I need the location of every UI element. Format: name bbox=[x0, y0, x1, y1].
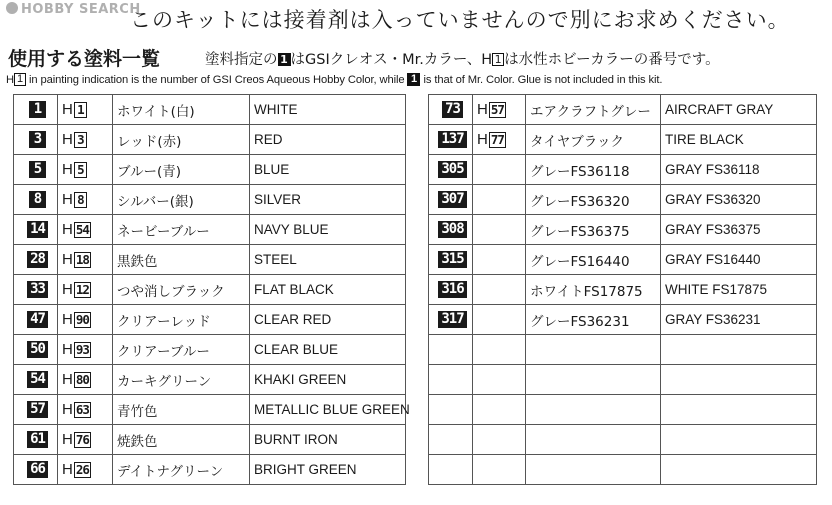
paint-row bbox=[429, 455, 817, 485]
paint-row bbox=[14, 365, 406, 395]
aqueous-prefix: H bbox=[62, 221, 73, 238]
mr-color-number: 1 bbox=[29, 101, 46, 118]
aqueous-color-number: 12 bbox=[75, 282, 89, 297]
color-name-en bbox=[661, 215, 817, 245]
color-name-en bbox=[250, 365, 406, 395]
color-name-en bbox=[661, 95, 817, 125]
aqueous-sample-badge-en: 1 bbox=[14, 73, 26, 86]
mr-color-number: 5 bbox=[29, 161, 46, 178]
legend-suffix: は水性ホビーカラーの番号です。 bbox=[504, 52, 720, 68]
color-name-jp: カーキグリーン bbox=[113, 365, 250, 395]
mr-color-cell bbox=[429, 245, 473, 275]
color-name-jp bbox=[526, 365, 661, 395]
color-name-en-text: BURNT IRON bbox=[254, 432, 338, 447]
hobby-search-logo-icon bbox=[6, 2, 18, 14]
color-name-jp bbox=[526, 335, 661, 365]
legend-en-part2: is that of Mr. Color. Glue is not included in this kit. bbox=[420, 74, 663, 86]
mr-color-number: 66 bbox=[27, 461, 48, 478]
aqueous-color-cell bbox=[58, 125, 113, 155]
paint-table-left bbox=[13, 94, 410, 485]
color-name-en-text: GRAY FS36118 bbox=[665, 162, 760, 177]
color-name-jp: ホワイトFS17875 bbox=[526, 275, 661, 305]
color-name-jp: グレーFS36375 bbox=[526, 215, 661, 245]
paint-row bbox=[14, 305, 406, 335]
aqueous-prefix: H bbox=[62, 131, 73, 148]
color-name-en-text: NAVY BLUE bbox=[254, 222, 329, 237]
paint-row bbox=[14, 185, 406, 215]
aqueous-color-number: 5 bbox=[74, 162, 87, 178]
aqueous-color-number: 76 bbox=[75, 432, 89, 447]
paint-row bbox=[429, 215, 817, 245]
mr-color-number: 14 bbox=[27, 221, 48, 238]
aqueous-prefix: H bbox=[62, 101, 73, 118]
paint-row bbox=[14, 425, 406, 455]
color-name-jp: エアクラフトグレー bbox=[526, 95, 661, 125]
aqueous-prefix: H bbox=[62, 371, 73, 388]
paint-row bbox=[429, 155, 817, 185]
aqueous-prefix: H bbox=[62, 431, 73, 448]
aqueous-color-cell bbox=[473, 185, 526, 215]
mr-color-cell bbox=[14, 185, 58, 215]
aqueous-sample-badge: 1 bbox=[492, 53, 504, 66]
aqueous-prefix: H bbox=[62, 341, 73, 358]
color-name-en bbox=[250, 155, 406, 185]
color-name-jp: グレーFS36118 bbox=[526, 155, 661, 185]
aqueous-prefix: H bbox=[62, 311, 73, 328]
color-name-en bbox=[250, 425, 406, 455]
paint-row bbox=[14, 395, 406, 425]
aqueous-prefix: H bbox=[62, 251, 73, 268]
color-name-en-text: RED bbox=[254, 132, 283, 147]
mr-color-cell bbox=[14, 95, 58, 125]
color-name-en bbox=[661, 275, 817, 305]
aqueous-color-cell bbox=[58, 245, 113, 275]
aqueous-color-cell bbox=[473, 335, 526, 365]
color-name-jp bbox=[526, 395, 661, 425]
aqueous-color-cell bbox=[58, 305, 113, 335]
mr-color-cell bbox=[14, 305, 58, 335]
color-name-jp: タイヤブラック bbox=[526, 125, 661, 155]
mr-color-number: 137 bbox=[438, 131, 466, 148]
paint-row bbox=[14, 275, 406, 305]
color-name-jp: シルバー(銀) bbox=[113, 185, 250, 215]
paint-row bbox=[14, 155, 406, 185]
mr-color-cell bbox=[14, 245, 58, 275]
color-name-en bbox=[250, 335, 406, 365]
color-name-en bbox=[661, 245, 817, 275]
mr-color-cell bbox=[14, 365, 58, 395]
aqueous-color-number: 63 bbox=[75, 402, 89, 417]
color-name-jp: クリアーブルー bbox=[113, 335, 250, 365]
legend-prefix: 塗料指定の bbox=[205, 52, 278, 68]
color-name-en-text: TIRE BLACK bbox=[665, 132, 744, 147]
paint-row bbox=[14, 245, 406, 275]
color-name-jp: レッド(赤) bbox=[113, 125, 250, 155]
color-name-en-text: WHITE bbox=[254, 102, 298, 117]
color-name-en bbox=[661, 425, 817, 455]
aqueous-color-cell bbox=[473, 305, 526, 335]
aqueous-prefix: H bbox=[62, 161, 73, 178]
color-name-en-text: GRAY FS36375 bbox=[665, 222, 761, 237]
aqueous-color-number: 90 bbox=[75, 312, 89, 327]
color-name-jp bbox=[526, 425, 661, 455]
color-name-en-text: GRAY FS36320 bbox=[665, 192, 761, 207]
mr-color-number: 50 bbox=[27, 341, 48, 358]
mr-color-cell bbox=[14, 455, 58, 485]
paint-table-right bbox=[428, 94, 817, 485]
mr-color-sample-badge: 1 bbox=[278, 53, 291, 66]
paint-row bbox=[14, 335, 406, 365]
color-name-en bbox=[661, 155, 817, 185]
aqueous-prefix: H bbox=[62, 191, 73, 208]
mr-color-cell bbox=[14, 125, 58, 155]
color-name-en-text: WHITE FS17875 bbox=[665, 282, 768, 297]
legend-en-part1: in painting indication is the number of GSI Creos Aqueous Hobby Color, while bbox=[25, 74, 408, 86]
color-name-en bbox=[661, 335, 817, 365]
paint-list-heading: 使用する塗料一覧 bbox=[8, 48, 161, 70]
mr-color-cell bbox=[429, 215, 473, 245]
legend-en-h: H bbox=[6, 74, 14, 86]
color-name-en bbox=[661, 365, 817, 395]
color-name-jp: ホワイト(白) bbox=[113, 95, 250, 125]
aqueous-color-number: 77 bbox=[490, 132, 504, 147]
paint-row bbox=[429, 185, 817, 215]
aqueous-color-cell bbox=[58, 455, 113, 485]
aqueous-color-cell bbox=[58, 185, 113, 215]
color-name-jp: 黒鉄色 bbox=[113, 245, 250, 275]
paint-row bbox=[429, 365, 817, 395]
color-name-jp: グレーFS16440 bbox=[526, 245, 661, 275]
color-name-en bbox=[250, 185, 406, 215]
paint-code-legend-en bbox=[6, 73, 662, 86]
color-name-en-text: METALLIC BLUE GREEN bbox=[254, 402, 410, 417]
mr-color-cell bbox=[429, 455, 473, 485]
aqueous-color-number: 26 bbox=[75, 462, 89, 477]
aqueous-color-number: 93 bbox=[75, 342, 89, 357]
aqueous-color-cell bbox=[473, 245, 526, 275]
aqueous-prefix: H bbox=[62, 281, 73, 298]
color-name-en-text: BRIGHT GREEN bbox=[254, 462, 357, 477]
aqueous-color-number: 80 bbox=[75, 372, 89, 387]
color-name-en-text: CLEAR RED bbox=[254, 312, 332, 327]
color-name-en-text: CLEAR BLUE bbox=[254, 342, 339, 357]
mr-color-cell bbox=[429, 125, 473, 155]
color-name-jp: つや消しブラック bbox=[113, 275, 250, 305]
mr-color-number: 61 bbox=[27, 431, 48, 448]
color-name-en bbox=[250, 455, 406, 485]
aqueous-color-cell bbox=[58, 275, 113, 305]
aqueous-color-cell bbox=[473, 425, 526, 455]
color-name-en bbox=[250, 275, 406, 305]
color-name-en bbox=[661, 395, 817, 425]
paint-row bbox=[429, 395, 817, 425]
color-name-jp bbox=[526, 455, 661, 485]
color-name-en bbox=[250, 245, 406, 275]
color-name-en-text: KHAKI GREEN bbox=[254, 372, 347, 387]
paint-row bbox=[429, 125, 817, 155]
color-name-en bbox=[661, 455, 817, 485]
watermark-text: HOBBY SEARCH bbox=[21, 2, 141, 17]
mr-color-number: 315 bbox=[438, 251, 466, 268]
mr-color-number: 305 bbox=[438, 161, 466, 178]
aqueous-color-cell bbox=[58, 425, 113, 455]
aqueous-color-cell bbox=[58, 215, 113, 245]
watermark bbox=[6, 2, 141, 17]
paint-row bbox=[14, 455, 406, 485]
color-name-jp: グレーFS36231 bbox=[526, 305, 661, 335]
color-name-en-text: FLAT BLACK bbox=[254, 282, 334, 297]
mr-color-number: 307 bbox=[438, 191, 466, 208]
mr-color-number: 28 bbox=[27, 251, 48, 268]
paint-row bbox=[14, 95, 406, 125]
color-name-en-text: SILVER bbox=[254, 192, 302, 207]
mr-color-cell bbox=[429, 395, 473, 425]
color-name-jp: 焼鉄色 bbox=[113, 425, 250, 455]
paint-row bbox=[429, 245, 817, 275]
mr-color-number: 54 bbox=[27, 371, 48, 388]
color-name-en-text: BLUE bbox=[254, 162, 290, 177]
mr-color-number: 8 bbox=[29, 191, 46, 208]
mr-color-cell bbox=[14, 425, 58, 455]
aqueous-prefix: H bbox=[62, 401, 73, 418]
aqueous-color-cell bbox=[473, 395, 526, 425]
aqueous-color-number: 1 bbox=[74, 102, 87, 118]
mr-color-number: 57 bbox=[27, 401, 48, 418]
mr-color-cell bbox=[14, 275, 58, 305]
mr-color-number: 308 bbox=[438, 221, 466, 238]
color-name-jp: デイトナグリーン bbox=[113, 455, 250, 485]
mr-color-cell bbox=[429, 305, 473, 335]
paint-row bbox=[14, 215, 406, 245]
aqueous-color-cell bbox=[473, 275, 526, 305]
aqueous-prefix: H bbox=[62, 461, 73, 478]
mr-color-number: 33 bbox=[27, 281, 48, 298]
aqueous-color-number: 57 bbox=[490, 102, 504, 117]
color-name-en bbox=[250, 95, 406, 125]
mr-color-cell bbox=[429, 365, 473, 395]
mr-color-number: 47 bbox=[27, 311, 48, 328]
aqueous-color-number: 18 bbox=[75, 252, 89, 267]
mr-color-cell bbox=[429, 335, 473, 365]
mr-color-cell bbox=[14, 215, 58, 245]
aqueous-color-cell bbox=[473, 215, 526, 245]
aqueous-color-number: 3 bbox=[74, 132, 87, 148]
color-name-en bbox=[661, 125, 817, 155]
color-name-en bbox=[661, 185, 817, 215]
aqueous-color-cell bbox=[473, 155, 526, 185]
color-name-en bbox=[250, 305, 406, 335]
paint-row bbox=[429, 305, 817, 335]
legend-mid: はGSIクレオス・Mr.カラー、H bbox=[290, 52, 493, 68]
color-name-en-text: GRAY FS16440 bbox=[665, 252, 761, 267]
color-name-jp: 青竹色 bbox=[113, 395, 250, 425]
mr-color-number: 3 bbox=[29, 131, 46, 148]
mr-color-cell bbox=[429, 185, 473, 215]
paint-row bbox=[14, 125, 406, 155]
mr-color-number: 316 bbox=[438, 281, 466, 298]
mr-color-cell bbox=[429, 155, 473, 185]
aqueous-color-cell bbox=[473, 455, 526, 485]
mr-color-number: 317 bbox=[438, 311, 466, 328]
color-name-en bbox=[250, 215, 406, 245]
paint-row bbox=[429, 275, 817, 305]
color-name-en bbox=[250, 395, 410, 425]
color-name-jp: グレーFS36320 bbox=[526, 185, 661, 215]
color-name-jp: ネービーブルー bbox=[113, 215, 250, 245]
aqueous-color-cell bbox=[58, 335, 113, 365]
color-name-en bbox=[661, 305, 817, 335]
aqueous-color-number: 54 bbox=[75, 222, 89, 237]
mr-color-cell bbox=[14, 335, 58, 365]
paint-row bbox=[429, 425, 817, 455]
aqueous-prefix: H bbox=[477, 101, 488, 118]
aqueous-color-cell bbox=[473, 365, 526, 395]
color-name-en-text: STEEL bbox=[254, 252, 297, 267]
aqueous-color-number: 8 bbox=[74, 192, 87, 208]
color-name-jp: ブルー(青) bbox=[113, 155, 250, 185]
color-name-jp: クリアーレッド bbox=[113, 305, 250, 335]
aqueous-color-cell bbox=[58, 155, 113, 185]
aqueous-color-cell bbox=[473, 125, 526, 155]
aqueous-color-cell bbox=[58, 395, 113, 425]
mr-color-number: 73 bbox=[442, 101, 463, 118]
paint-row bbox=[429, 335, 817, 365]
paint-code-legend-jp bbox=[205, 48, 720, 69]
mr-color-cell bbox=[429, 425, 473, 455]
mr-color-cell bbox=[429, 95, 473, 125]
mr-color-cell bbox=[429, 275, 473, 305]
paint-row bbox=[429, 95, 817, 125]
mr-color-cell bbox=[14, 395, 58, 425]
color-name-en-text: GRAY FS36231 bbox=[665, 312, 761, 327]
aqueous-prefix: H bbox=[477, 131, 488, 148]
aqueous-color-cell bbox=[58, 365, 113, 395]
color-name-en bbox=[250, 125, 406, 155]
aqueous-color-cell bbox=[58, 95, 113, 125]
mr-color-cell bbox=[14, 155, 58, 185]
aqueous-color-cell bbox=[473, 95, 526, 125]
mr-color-sample-badge-en: 1 bbox=[407, 73, 420, 86]
color-name-en-text: AIRCRAFT GRAY bbox=[665, 102, 774, 117]
glue-not-included-note: このキットには接着剤は入っていませんので別にお求めください。 bbox=[130, 8, 790, 32]
